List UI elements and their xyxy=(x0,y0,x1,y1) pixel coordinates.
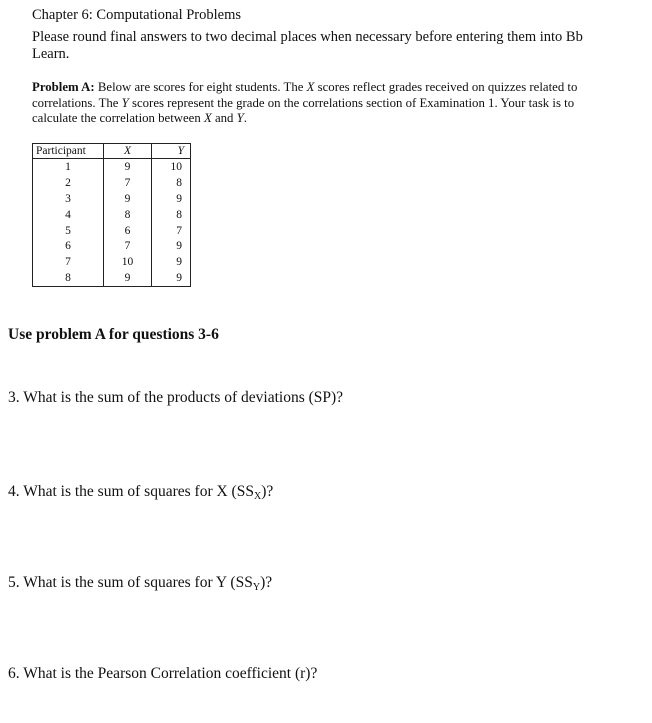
y-cell: 8 xyxy=(176,176,182,189)
header-participant: Participant xyxy=(33,144,104,159)
x-cell: 9 xyxy=(104,270,152,286)
use-problem-heading: Use problem A for questions 3-6 xyxy=(8,326,219,343)
question-6: 6. What is the Pearson Correlation coefficient (r)? xyxy=(8,665,318,682)
participant-cell: 3 xyxy=(33,191,104,207)
table-row xyxy=(33,159,191,175)
participant-cell: 2 xyxy=(33,175,104,191)
table-row xyxy=(33,191,191,207)
y-cell: 8 xyxy=(176,208,182,221)
participant-cell: 6 xyxy=(33,238,104,254)
participant-cell: 4 xyxy=(33,207,104,223)
participant-cell: 8 xyxy=(33,270,104,286)
table-row xyxy=(33,254,191,270)
x-cell: 9 xyxy=(104,191,152,207)
x-cell: 8 xyxy=(104,207,152,223)
x-cell: 10 xyxy=(104,254,152,270)
chapter-title: Chapter 6: Computational Problems xyxy=(32,7,242,23)
participant-cell: 7 xyxy=(33,254,104,270)
problem-label: Problem A: xyxy=(32,80,95,94)
participant-cell: 5 xyxy=(33,223,104,239)
subscript-x: X xyxy=(253,491,262,502)
table-row xyxy=(33,207,191,223)
y-cell: 7 xyxy=(176,224,182,237)
table-row xyxy=(33,238,191,254)
instructions-text: Please round final answers to two decimal places when necessary before entering them into Bb Learn. xyxy=(32,29,583,62)
participant-cell: 1 xyxy=(33,159,104,175)
header-x: X xyxy=(104,144,152,159)
problem-a-description: Problem A: Below are scores for eight students. The X scores reflect grades received on quizzes related to correlations. The Y scores represent the grade on the correlations section of Examination 1. Your task is to calculate the correlation between X and Y. xyxy=(32,80,578,126)
table-row xyxy=(33,175,191,191)
y-cell: 9 xyxy=(176,256,182,269)
subscript-y: Y xyxy=(252,582,261,593)
x-cell: 7 xyxy=(104,175,152,191)
table-header-row xyxy=(33,144,191,159)
y-cell: 9 xyxy=(176,272,182,285)
question-4: 4. What is the sum of squares for X $(SS_X)$? xyxy=(8,483,274,502)
table-row xyxy=(33,270,191,286)
scores-table xyxy=(32,143,191,287)
y-cell: 10 xyxy=(170,160,182,173)
x-cell: 7 xyxy=(104,238,152,254)
header-y: Y xyxy=(152,144,191,159)
table-row xyxy=(33,223,191,239)
y-cell: 9 xyxy=(176,192,182,205)
question-5: 5. What is the sum of squares for Y $(SS_Y)$? xyxy=(8,574,273,593)
x-cell: 9 xyxy=(104,159,152,175)
y-cell: 9 xyxy=(176,240,182,253)
question-3: 3. What is the sum of the products of deviations (SP)? xyxy=(8,389,344,406)
x-cell: 6 xyxy=(104,223,152,239)
